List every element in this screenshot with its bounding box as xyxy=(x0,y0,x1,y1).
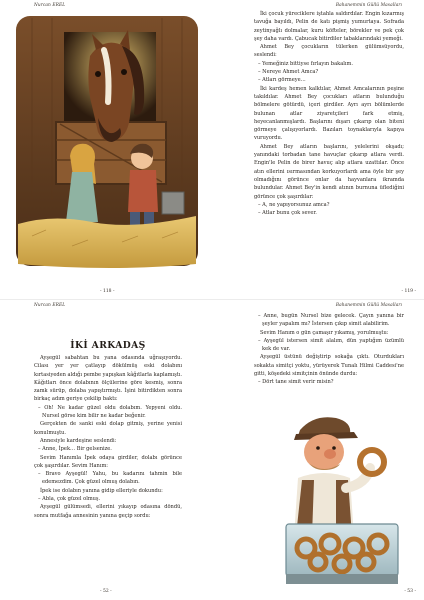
paragraph: Ayşegül gülümsedi, ellerini yıkayıp odasına döndü, sonra mutfağa annesinin yanına geçip sordu: xyxy=(34,504,182,519)
page-53-text xyxy=(254,312,404,387)
page-119-text xyxy=(254,10,404,217)
dialogue-line: – Nereye Ahmet Amca? xyxy=(258,69,319,76)
dialogue-line: – Dört tane simit verir misin? xyxy=(258,379,334,386)
dialogue-line: – Atlar bunu çok sever. xyxy=(258,210,317,217)
page-number: - 119 - xyxy=(401,289,416,294)
page-52-text xyxy=(34,354,182,520)
page-118 xyxy=(0,0,212,300)
dialogue-line: – Atları görmeye… xyxy=(258,77,306,84)
running-head-book: Bahanemmin Güllü Masalları xyxy=(335,3,402,8)
simit-seller-illustration xyxy=(280,408,404,592)
page-number: - 118 - xyxy=(100,289,115,294)
story-title: İKİ ARKADAŞ xyxy=(70,340,146,351)
page-number: - 52 - xyxy=(100,589,112,594)
dialogue-line: – Yemeğiniz bittiyse fırlayın bakalım. xyxy=(258,60,353,67)
paragraph: Sevim Hanım o gün çamaşır yıkamış, yorulmuştu: xyxy=(260,329,389,336)
paragraph: Ayşegül sabahtan bu yana odasında uğraşıyordu. Cilası yer yer çatlayıp dökülmüş eski dolabını kırtasiyeden aldığı pembe yapışkan kâğıtlarla kaplamıştı. Kâğıtları önce dolabının ölçülerine göre kesmiş, sonra zamk sürüp, dolaba yapıştırmıştı. İşini bitirdikten sonra birkaç adım geriye çekilip baktı: xyxy=(34,355,182,403)
paragraph: İki kardeş hemen kalktılar, Ahmet Amcalarının peşine takıldılar. Ahmet Bey çocukları atların bulunduğu bölmelere götürdü, içeri girdiler. Ayrı ayrı bölümlerde bulunan atlar ziyaretçileri fark etmiş, heyecanlanmışlardı. Başlarını dışarı çıkarıp olan biteni görmeye çalışıyorlardı. Bazıları toynaklarıyla kapıya vuruyordu. xyxy=(254,85,404,142)
paragraph: Ayşegül üstünü değiştirip sokağa çıktı. Oturdukları sokakta simitçi yoktu, yürüyerek Tunalı Hilmi Caddesi'ne gitti, köşedeki simitçinin önünde durdu: xyxy=(254,354,404,378)
running-head-author: Nurcan EREL xyxy=(34,303,66,308)
running-head-author: Nurcan EREL xyxy=(34,3,66,8)
dialogue-line: – A, ne yapıyorsunuz amca? xyxy=(258,201,330,208)
page-number: - 53 - xyxy=(404,589,416,594)
paragraph: Gerçekten de sanki eski dolap gitmiş, yerine yenisi konulmuştu. xyxy=(34,421,182,436)
dialogue-line: – Bravo Ayşegül! Yahu, bu kadarını tahmin bile edemezdim. Çok güzel olmuş dolabın. xyxy=(38,471,182,486)
running-head-book: Bahanemmin Güllü Masalları xyxy=(335,303,402,308)
paragraph: Ahmet Bey çocukların tülerken gülümsüyordu, seslendi: xyxy=(254,44,404,59)
paragraph: İki çocuk yüreciklere iştahla saldırdılar. Engin kızarmış tavuğa bayıldı, Pelin de katı pişmiş yumurtaya. Sofrada zeytinyağlı dolmalar, kuru köfteler, börekler ve pek çok şey daha vardı. Çabucak bitirdiler tabaklarındaki yemeği. xyxy=(254,11,404,42)
dialogue-line: – Anne, İpek… Bir gelsenize. xyxy=(38,446,112,453)
paragraph: Annesiyle kardeşine seslendi: xyxy=(40,437,117,444)
dialogue-line: – Oh! Ne kadar güzel oldu dolabım. Yepyeni oldu. Nursel görse kim bilir ne kadar beğenir. xyxy=(38,404,182,420)
paragraph: Sevim Hanımla İpek odaya girdiler, dolabı görünce çok şaşırdılar. Sevim Hanım: xyxy=(34,454,182,469)
dialogue-line: – Ayşegül istersen simit alalım, dün yaptığım üzümlü kek de var. xyxy=(258,337,404,353)
dialogue-line: – Abla, çok güzel olmuş. xyxy=(38,496,101,503)
paragraph: İpek ise dolabın yanına gidip elleriyle dokundu: xyxy=(40,487,163,494)
horse-stable-illustration xyxy=(12,10,202,272)
paragraph: Ahmet Bey atların başlarını, yelelerini okşadı; yanındaki torbadan tane havuçlar çıkarıp atlara verdi. Engin'le Pelin de birer havuç alıp atlara uzattılar. Önce atın ellerini ısırmasından korkuyorlardı ama öyle bir şey olmadığını görünce onlar da hayvanlara ikramda bulundular. Ahmet Bey'in kendi atının burnuna üflediğini görünce çok şaşırdılar: xyxy=(254,143,404,200)
dialogue-line: – Anne, bugün Nursel bize gelecek. Çayın yanına bir şeyler yapalım mı? İstersen çıkıp simit alabilirim. xyxy=(258,313,404,328)
